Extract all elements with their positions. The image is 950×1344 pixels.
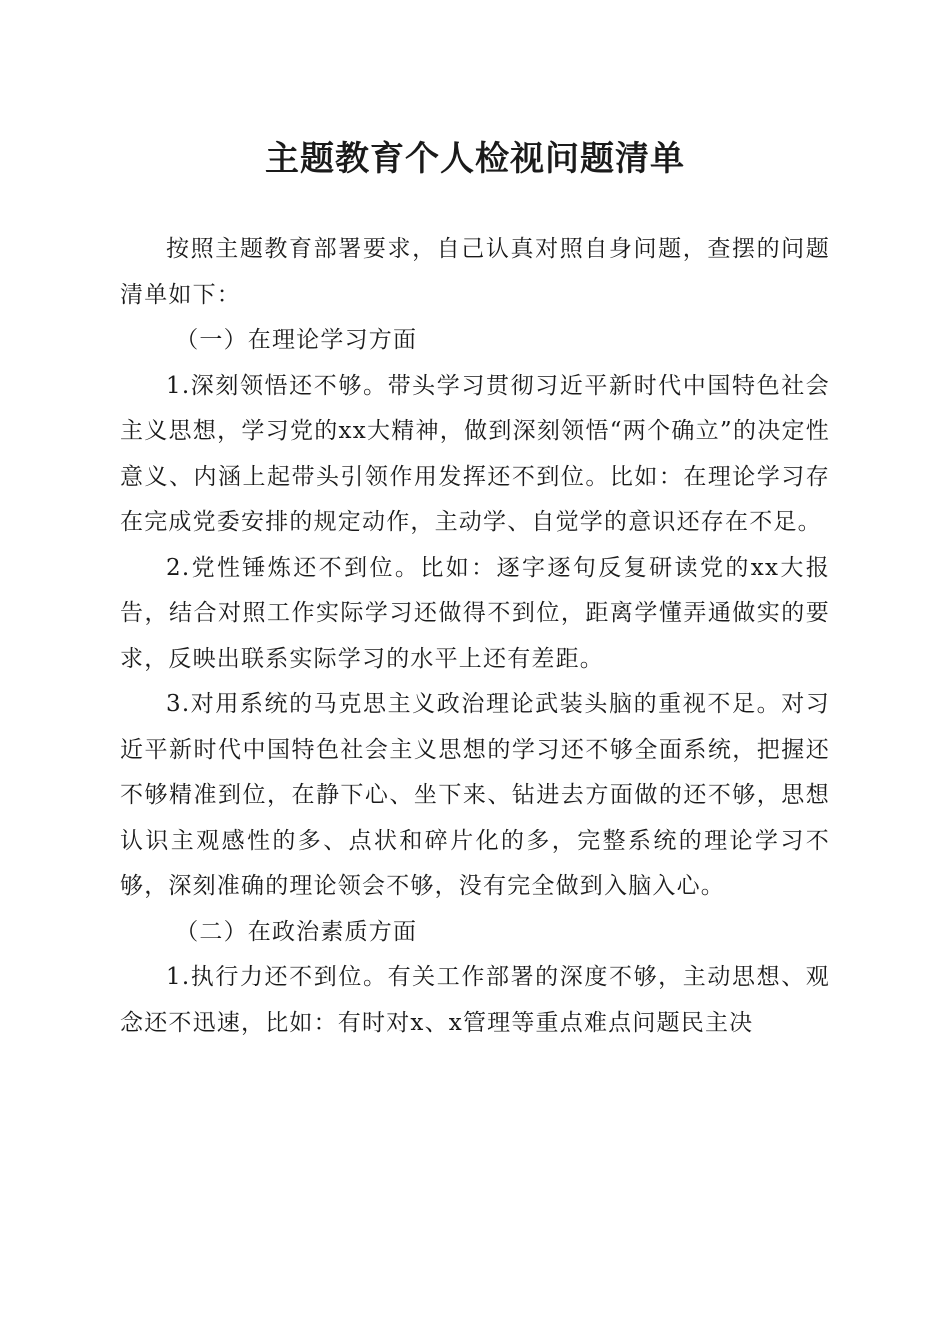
intro-paragraph: 按照主题教育部署要求，自己认真对照自身问题，查摆的问题清单如下： [120,236,830,308]
section-heading-political-quality: （二）在政治素质方面 [175,918,418,945]
paragraph-theory-item-1: 1.深刻领悟还不够。带头学习贯彻习近平新时代中国特色社会主义思想，学习党的xx大精神，做到深刻领悟“两个确立”的决定性意义、内涵上起带头引领作用发挥还不到位。比如：在理论学习存在完成党委安排的规定动作，主动学、自觉学的意识还存在不足。 [120,372,830,535]
document-body [120,227,830,1046]
paragraph-political-item-1: 1.执行力还不到位。有关工作部署的深度不够，主动思想、观念还不迅速，比如：有时对x、x管理等重点难点问题民主决 [120,964,830,1036]
paragraph-theory-item-2: 2.党性锤炼还不到位。比如：逐字逐句反复研读党的xx大报告，结合对照工作实际学习还做得不到位，距离学懂弄通做实的要求，反映出联系实际学习的水平上还有差距。 [120,554,830,672]
paragraph-theory-item-3: 3.对用系统的马克思主义政治理论武装头脑的重视不足。对习近平新时代中国特色社会主义思想的学习还不够全面系统，把握还不够精准到位，在静下心、坐下来、钻进去方面做的还不够，思想认识主观感性的多、点状和碎片化的多，完整系统的理论学习不够，深刻准确的理论领会不够，没有完全做到入脑入心。 [120,691,830,899]
document-title: 主题教育个人检视问题清单 [265,139,685,179]
section-heading-theory-study: （一）在理论学习方面 [175,327,418,353]
